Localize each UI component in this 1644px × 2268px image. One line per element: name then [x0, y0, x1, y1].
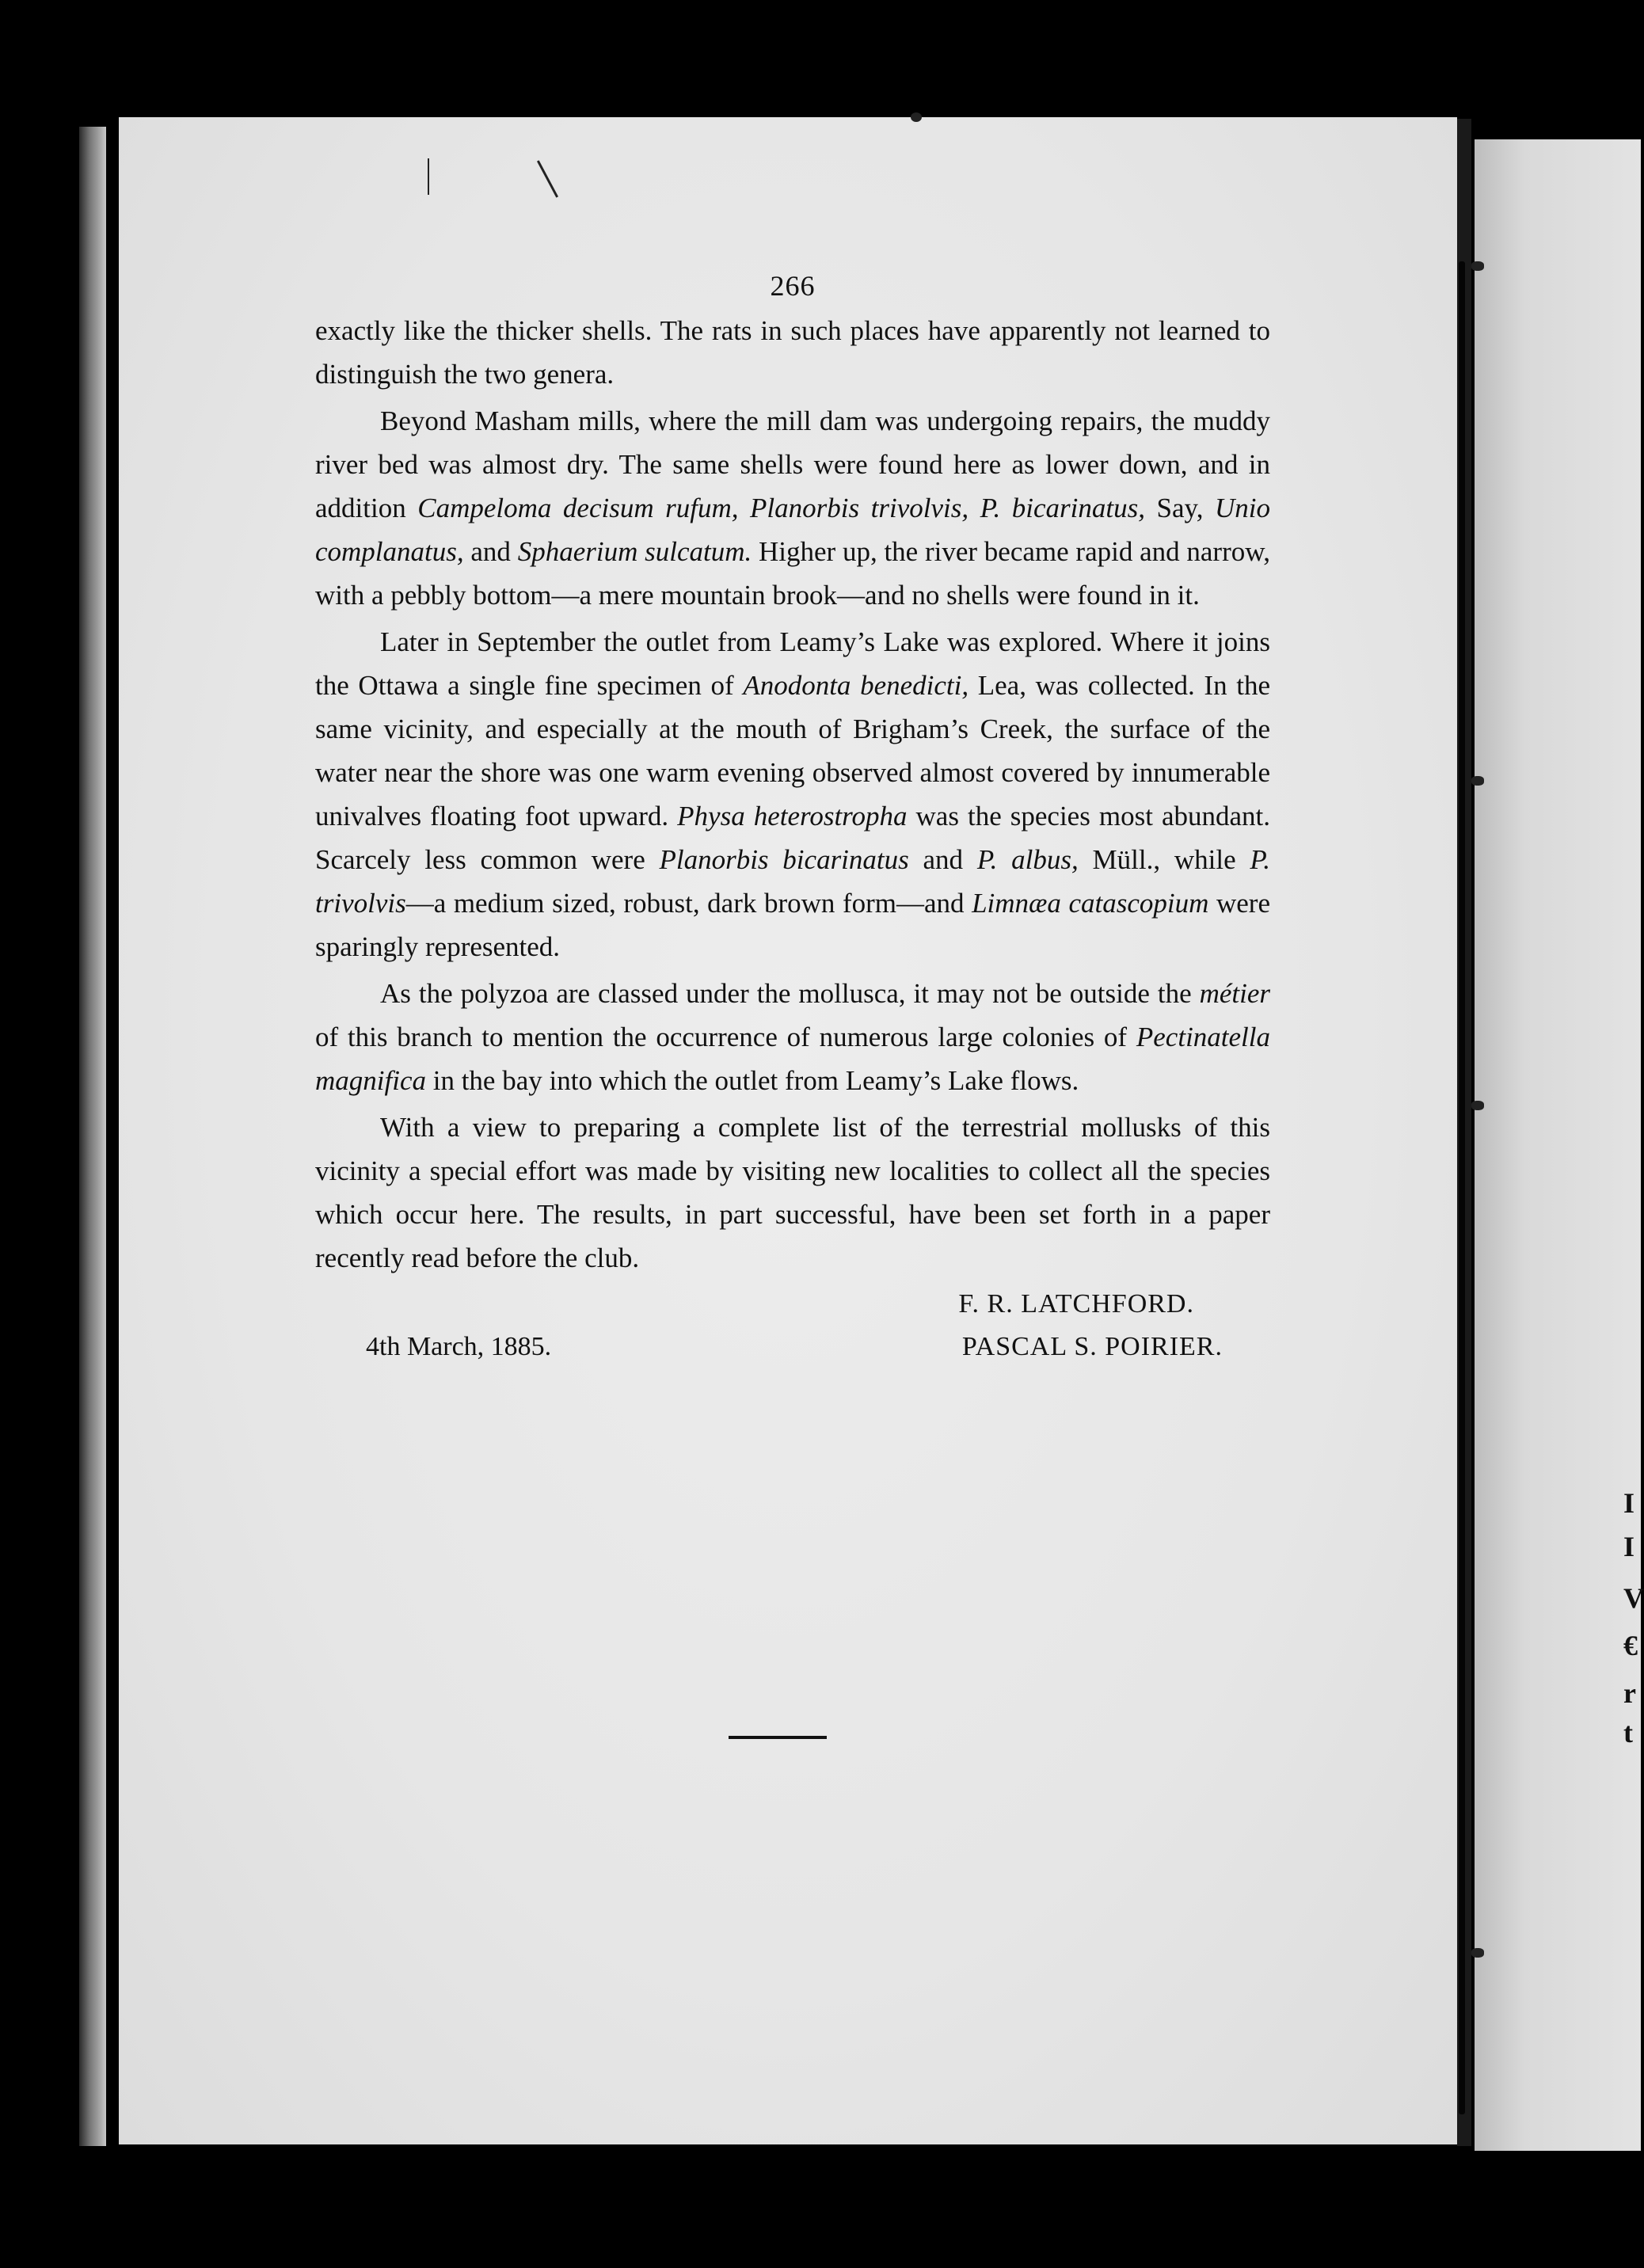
scan-scratch — [428, 158, 429, 195]
paragraph-polyzoa — [315, 972, 1270, 1102]
facing-page-letter: I — [1623, 1487, 1635, 1519]
body-text — [315, 309, 1270, 1280]
binding-knot — [1471, 1948, 1484, 1958]
text-run: of this branch to mention the occurrence of numerous large colonies of — [315, 1022, 1136, 1052]
page-number: 266 — [770, 270, 816, 302]
italic-text-run: Limnæa catascopium — [972, 888, 1209, 919]
italic-text-run: Physa heterostropha — [677, 801, 908, 831]
facing-page-letter: t — [1623, 1717, 1633, 1749]
book-left-edge — [79, 127, 106, 2146]
text-run: Higher up, the river became rapid and narrow, with a pebbly bottom—a mere mountain brook—and no shells were found in it. — [315, 536, 1270, 611]
signer-latchford: F. R. LATCHFORD. — [958, 1289, 1194, 1319]
text-run: —a medium sized, robust, dark brown form—and — [405, 888, 972, 919]
closing-rule — [729, 1736, 827, 1739]
italic-text-run: P. albus, — [976, 844, 1079, 875]
binding-line — [1459, 261, 1465, 2114]
text-run: Lea, was collected. In the same vicinity, and especially at the mouth of Brigham’s Creek, the surface of the water near the shore was one warm evening observed almost covered by innumerable univalves floating foot upward. — [315, 670, 1270, 831]
italic-text-run: Sphaerium sulcatum. — [517, 536, 752, 567]
facing-page-letter: I — [1623, 1531, 1635, 1562]
scan-speck — [911, 112, 922, 122]
text-run: were sparingly represented. — [315, 888, 1270, 962]
text-run: in the bay into which the outlet from Leamy’s Lake flows. — [425, 1065, 1079, 1096]
signer-poirier: PASCAL S. POIRIER. — [961, 1332, 1223, 1361]
binding-knot — [1471, 776, 1484, 786]
italic-text-run: Campeloma decisum rufum, Planorbis trivolvis, P. bicarinatus, — [417, 493, 1145, 523]
facing-page-letter: r — [1623, 1677, 1636, 1709]
text-run: and — [463, 536, 518, 567]
paragraph-masham-mills — [315, 399, 1270, 617]
paragraph-terrestrial-mollusks — [315, 1105, 1270, 1280]
italic-text-run: P. trivolvis — [315, 844, 1270, 919]
signature-block — [315, 1284, 1270, 1379]
italic-text-run: métier — [1199, 978, 1270, 1009]
text-run: Beyond Masham mills, where the mill dam was undergoing repairs, the muddy river bed was almost dry. The same shells were found here as lower down, and in addition — [315, 405, 1270, 523]
facing-page-letter: € — [1623, 1630, 1638, 1661]
paragraph-rats — [315, 309, 1270, 396]
text-run: was the species most abundant. Scarcely less common were — [315, 801, 1270, 875]
text-run: Müll., while — [1078, 844, 1250, 875]
text-run: Say, — [1144, 493, 1215, 523]
text-run: As the polyzoa are classed under the mollusca, it may not be outside the — [380, 978, 1200, 1009]
text-run: Later in September the outlet from Leamy’s Lake was explored. Where it joins the Ottawa a single fine specimen of — [315, 626, 1270, 701]
text-run: With a view to preparing a complete list of the terrestrial mollusks of this vicinity a special effort was made by visiting new localities to collect all the species which occur here. The results, in part successful, have been set forth in a paper recently read before the club. — [315, 1112, 1270, 1273]
italic-text-run: Unio complanatus, — [315, 493, 1270, 567]
text-run: and — [908, 844, 977, 875]
binding-knot — [1471, 1101, 1484, 1110]
facing-page-edge — [1475, 139, 1641, 2151]
facing-page-letter: V — [1623, 1582, 1644, 1614]
paragraph-leamys-lake — [315, 620, 1270, 968]
signature-date: 4th March, 1885. — [366, 1332, 552, 1361]
text-run: exactly like the thicker shells. The rats in such places have apparently not learned to distinguish the two genera. — [315, 315, 1270, 390]
italic-text-run: Planorbis bicarinatus — [659, 844, 909, 875]
italic-text-run: Anodonta benedicti, — [743, 670, 969, 701]
italic-text-run: Pectinatella magnifica — [315, 1022, 1270, 1096]
page-content — [315, 253, 1270, 1379]
binding-knot — [1471, 261, 1484, 271]
